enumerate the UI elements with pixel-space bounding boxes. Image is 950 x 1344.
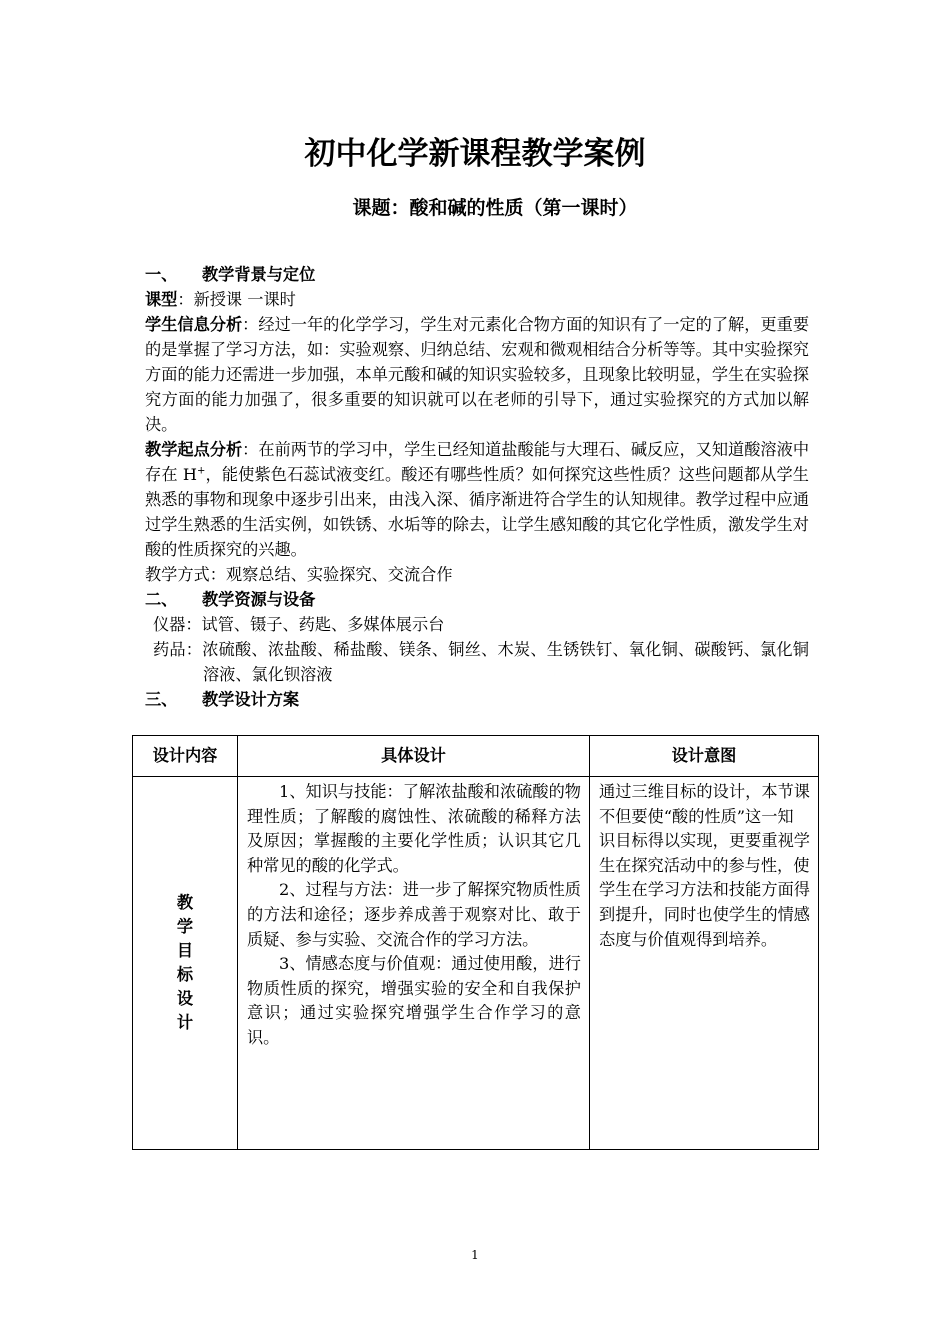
- section-heading-1: 一、 教学背景与定位: [145, 265, 316, 284]
- lesson-subtitle: 课题：酸和碱的性质（第一课时）: [352, 197, 638, 219]
- course-type: 课型：新授课 一课时: [145, 290, 296, 309]
- header-specific-design: 具体设计: [238, 736, 590, 777]
- intent-line: 学生在学习方法和技能方面得到提升，同时也使学生的情感态度与价值观得到培养。: [599, 880, 810, 949]
- document-body: [145, 262, 809, 712]
- header-design-intent: 设计意图: [590, 736, 819, 777]
- table-row: [133, 777, 819, 1150]
- design-table: [132, 735, 819, 1150]
- student-info-analysis: 学生信息分析：经过一年的化学学习，学生对元素化合物方面的知识有了一定的了解，更重要的是掌握了学习方法，如：实验观察、归纳总结、宏观和微观相结合分析等等。其中实验探究方面的能力还需进一步加强，本单元酸和碱的知识实验较多，且现象比较明显，学生在实验探究方面的能力加强了，很多重要的知识就可以在老师的引导下，通过实验探究的方式加以解决。: [145, 315, 810, 434]
- intent-line: 通过三维目标的设计，本节课不但要使“酸的性质”这一知: [599, 782, 810, 826]
- intent-line: 识目标得以实现，更要重视学生在探究活动中的参与性，使: [599, 831, 810, 875]
- table-header-row: [133, 736, 819, 777]
- design-item-knowledge: 1、知识与技能：了解浓盐酸和浓硫酸的物理性质；了解酸的腐蚀性、浓硫酸的稀释方法及原因；掌握酸的主要化学性质；认识其它几种常见的酸的化学式。: [247, 782, 581, 875]
- design-cell: [238, 777, 590, 1150]
- reagents-list: 药品：浓硫酸、浓盐酸、稀盐酸、镁条、铜丝、木炭、生锈铁钉、氧化铜、碳酸钙、氯化铜溶液、氯化钡溶液: [153, 640, 809, 684]
- design-item-attitude: 3、情感态度与价值观：通过使用酸，进行物质性质的探究，增强实验的安全和自我保护意识；通过实验探究增强学生合作学习的意识。: [247, 954, 581, 1047]
- design-item-process: 2、过程与方法：进一步了解探究物质性质的方法和途径；逐步养成善于观察对比、敢于质疑、参与实验、交流合作的学习方法。: [247, 880, 581, 949]
- section-heading-2: 二、 教学资源与设备: [145, 590, 316, 609]
- instruments-list: 仪器：试管、镊子、药匙、多媒体展示台: [153, 615, 445, 634]
- page-number: 1: [471, 1248, 479, 1262]
- section-heading-3: 三、 教学设计方案: [145, 690, 300, 709]
- row-label-teaching-goals: 教 学 目 标 设 计: [133, 777, 238, 1150]
- document-title: 初中化学新课程教学案例: [304, 136, 646, 172]
- header-design-content: 设计内容: [133, 736, 238, 777]
- start-point-analysis: 教学起点分析：在前两节的学习中，学生已经知道盐酸能与大理石、碱反应，又知道酸溶液中存在 H+，能使紫色石蕊试液变红。酸还有哪些性质？如何探究这些性质？这些问题都从学生熟悉的事物和现象中逐步引出来，由浅入深、循序渐进符合学生的认知规律。教学过程中应通过学生熟悉的生活实例，如铁锈、水垢等的除去，让学生感知酸的其它化学性质，激发学生对酸的性质探究的兴趣。: [145, 440, 810, 559]
- teaching-method: 教学方式：观察总结、实验探究、交流合作: [145, 565, 453, 584]
- intent-cell: [590, 777, 819, 1150]
